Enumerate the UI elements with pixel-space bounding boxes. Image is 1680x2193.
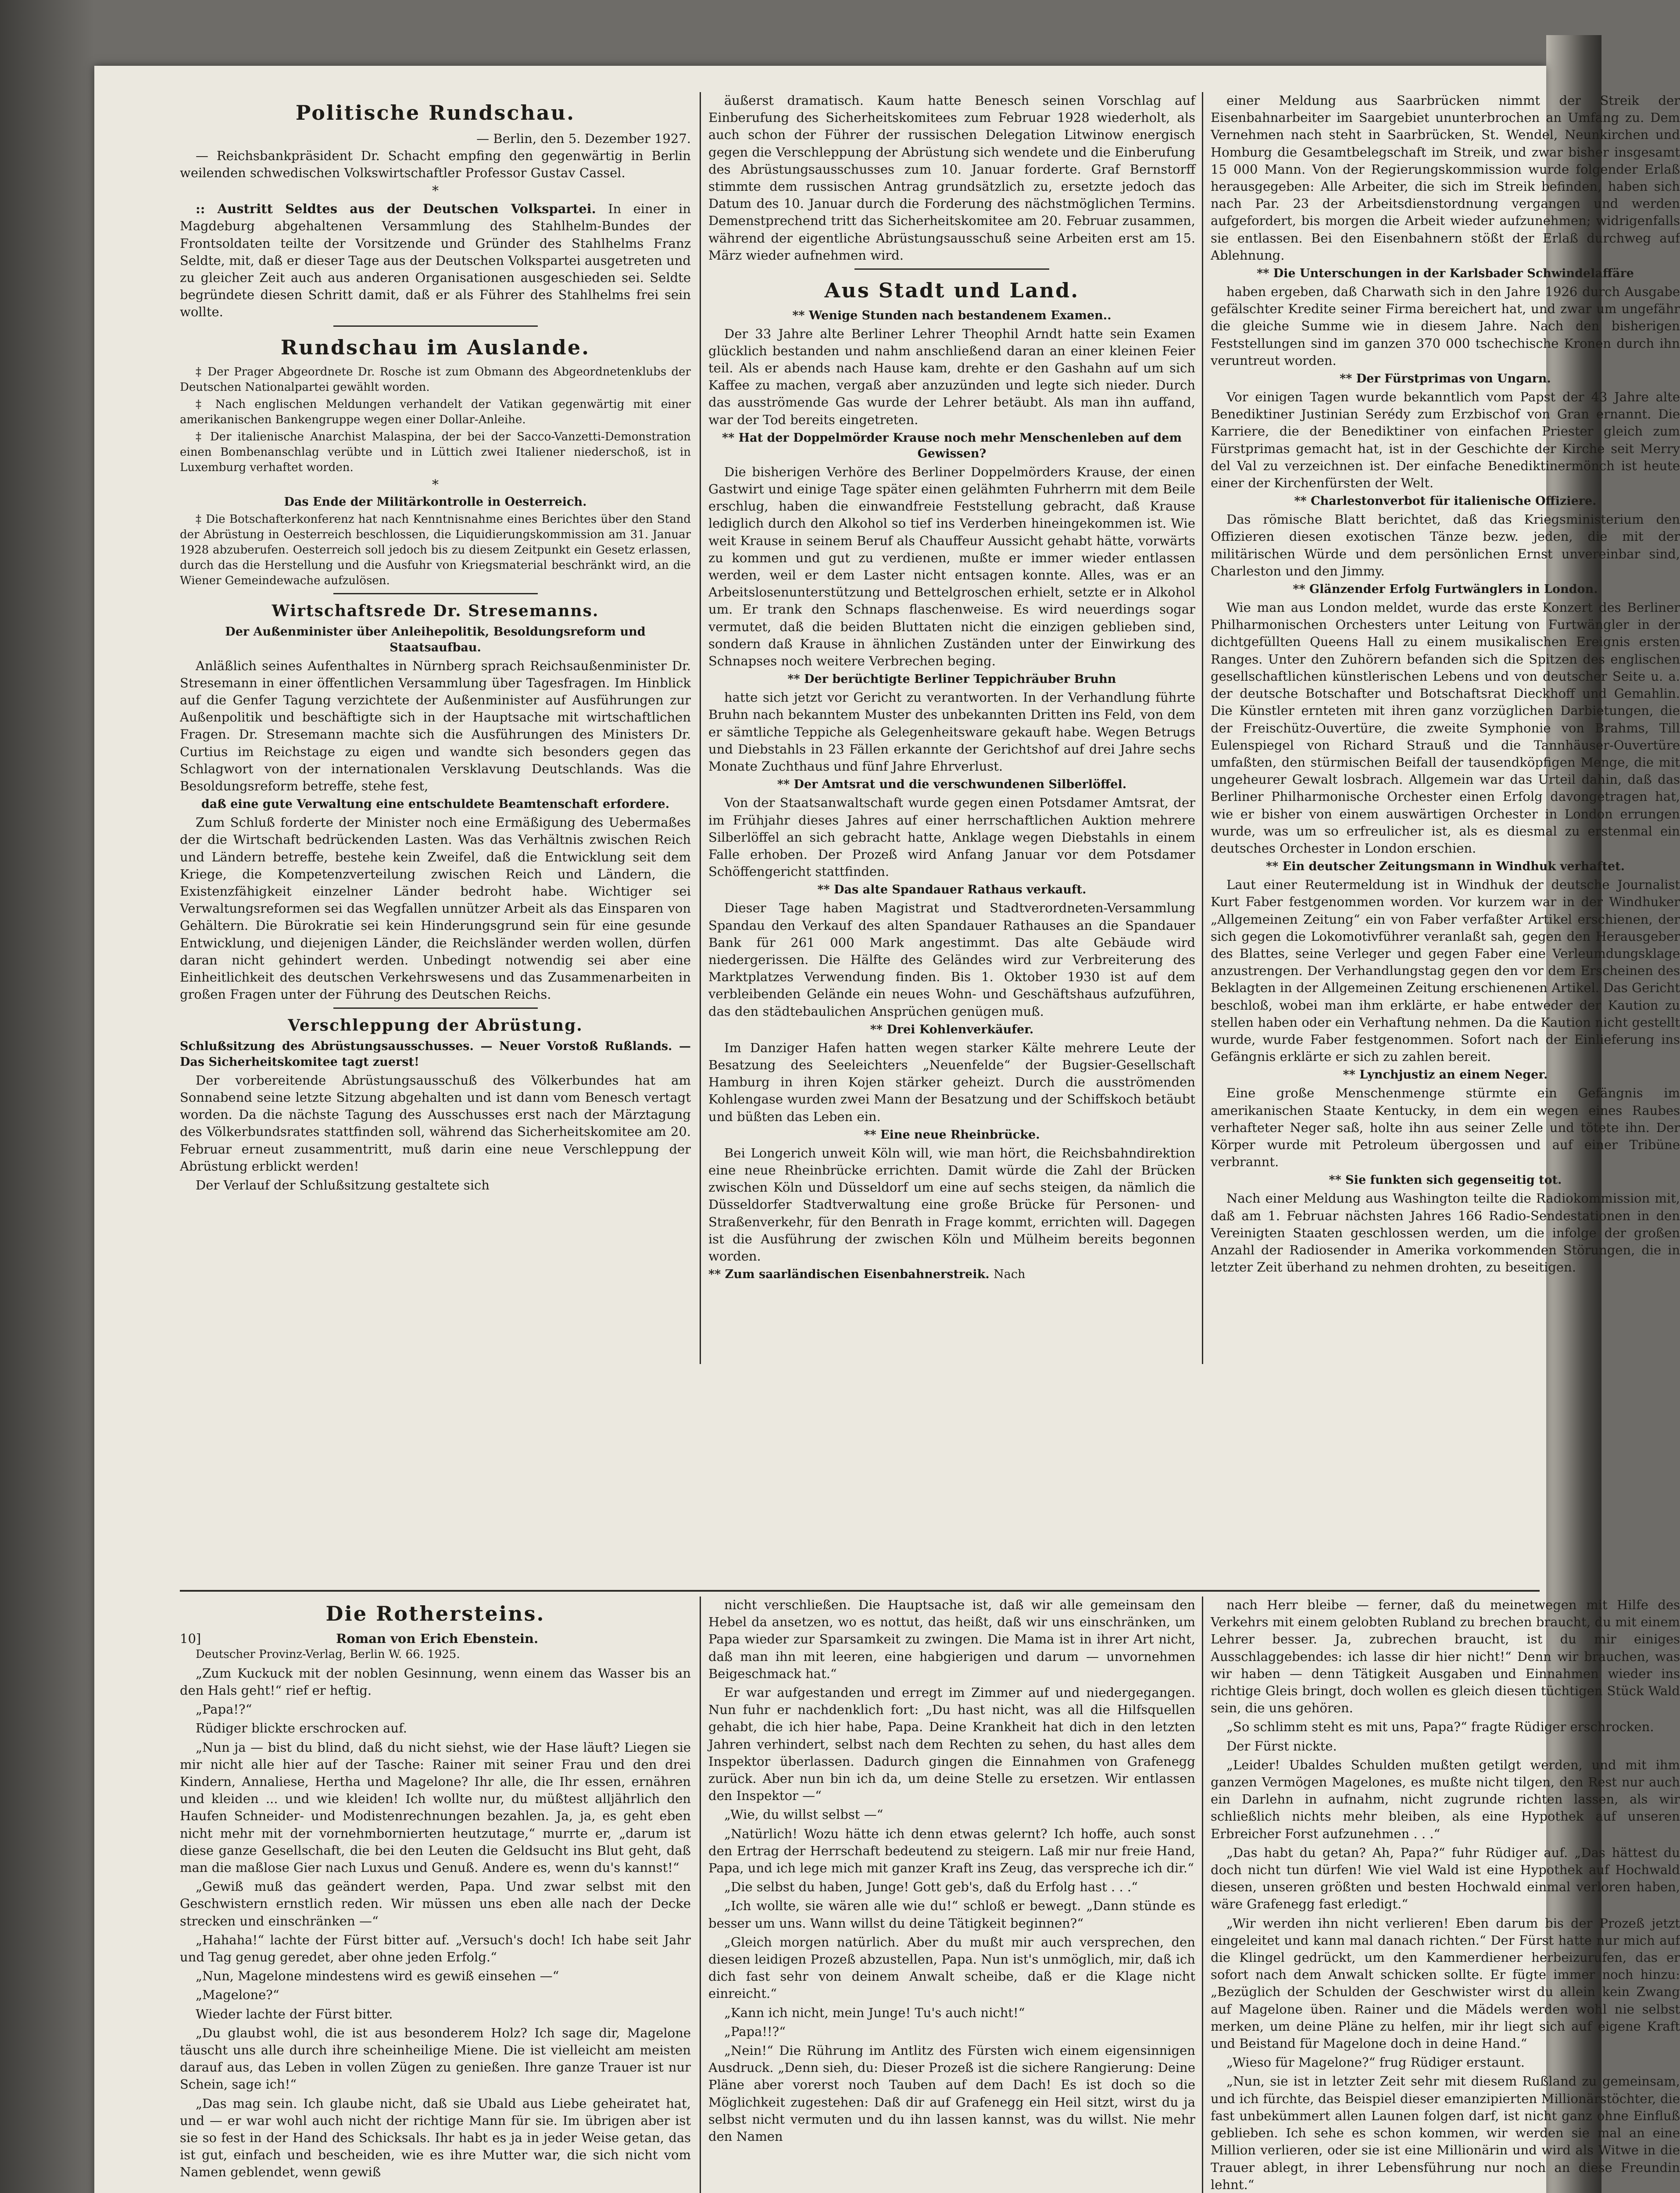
serial-text-block: [180, 1665, 691, 2181]
column-rule: [1202, 92, 1203, 1364]
article-paragraph: — Reichsbankpräsident Dr. Schacht empfing den gegenwärtig in Berlin weilenden schwedischen Volkswirtschaftler Professor Gustav Cassel.: [180, 148, 691, 180]
serial-column-2: [708, 1597, 1195, 2193]
article-paragraph: ‡ Nach englischen Meldungen verhandelt der Vatikan gegenwärtig mit einer amerikanischen Bankengruppe wegen einer Dollar-Anleihe.: [180, 398, 691, 427]
serial-paragraph: „Natürlich! Wozu hätte ich denn etwas gelernt? Ich hoffe, auch sonst den Ertrag der Herrschaft bedeutend zu steigern. Laß mir nur freie Hand, Papa, und ich lege mich mit ganzer Kraft ins Zeug, das verspreche ich dir.“: [708, 1826, 1195, 1876]
article-paragraph: ‡ Der Prager Abgeordnete Dr. Rosche ist zum Obmann des Abgeordnetenklubs der Deutschen Nationalpartei gewählt worden.: [180, 365, 691, 394]
article-paragraph: ‡ Der italienische Anarchist Malaspina, der bei der Sacco-Vanzetti-Demonstration einen Bombenanschlag verübte und in Lüttich zwei Italiener niederschoß, ist in Luxemburg verhaftet worden.: [180, 430, 691, 475]
stadt-land-title: Aus Stadt und Land.: [824, 279, 1079, 303]
newspaper-page: [94, 66, 1680, 2193]
serial-paragraph: „Ich wollte, sie wären alle wie du!“ schloß er bewegt. „Dann stünde es besser um uns. Wann willst du deine Tätigkeit beginnen?“: [708, 1898, 1195, 1931]
section-divider: [333, 325, 538, 327]
article-paragraph: Die bisherigen Verhöre des Berliner Doppelmörders Krause, der einen Gastwirt und einige Tage später einen gelähmten Fuhrherrn mit dem Beile erschlug, haben die einwandfreie Feststellung gebracht, daß Krause lediglich durch den Alkohol so tief ins Verderben hineingekommen ist. Wie weit Krause in seinem Beruf als Chauffeur Aussicht gehabt hätte, vorwärts zu kommen und gut zu verdienen, mußte er immer wieder entlassen werden, weil er dem Laster nicht entsagen konnte. Alles, was er an Arbeitslosenunterstützung und Bettelgroschen erhielt, setzte er in Alkohol um. Er trank den Schnaps flaschenweise. Es wird neuerdings sogar vermutet, daß die beiden Bluttaten nicht die einzigen geblieben sind, sondern daß Krause in ähnlichen Zuständen unter der Einwirkung des Schnapses noch weitere Verbrechen beging.: [708, 464, 1195, 669]
article-subhead: ** Der berüchtigte Berliner Teppichräuber Bruhn: [787, 672, 1116, 686]
serial-text-block: [1211, 1597, 1680, 2193]
article-subhead: ** Ein deutscher Zeitungsmann in Windhuk verhaftet.: [1265, 860, 1625, 874]
serial-paragraph: „Magelone?“: [196, 1987, 279, 2003]
scan-left-background: [0, 0, 94, 2193]
serial-paragraph: „Leider! Ubaldes Schulden mußten getilgt werden, und mit ihm ganzen Vermögen Magelones, es mußte nicht tilgen, den Rest nur auch ein Darlehn in aufnahm, nicht zugrunde richten lassen, als wir schließlich nichts mehr bleiben, als eine Hypothek auf unseren Erbreicher Forst aufzunehmen . . .“: [1211, 1757, 1680, 1841]
column-rule: [1202, 1597, 1203, 2193]
serial-column-3: [1211, 1597, 1680, 2193]
article-paragraph: Im Danziger Hafen hatten wegen starker Kälte mehrere Leute der Besatzung des Seeleichters „Neuenfelde“ der Bugsier-Gesellschaft Hamburg in ihren Kojen stärker geheizt. Durch die ausströmenden Kohlengase wurden zwei Mann der Besatzung und der Schiffskoch betäubt und büßten das Leben ein.: [708, 1040, 1195, 1124]
serial-paragraph: „Die selbst du haben, Junge! Gott geb's, daß du Erfolg hast . . .“: [724, 1879, 1138, 1895]
serial-paragraph: „Das habt du getan? Ah, Papa?“ fuhr Rüdiger auf. „Das hättest du doch nicht tun dürfen! Wie viel Wald ist eine Hypothek auf Hochwald diesen, unseren größten und besten Hochwald einmal verloren haben, wäre Grafenegg fast erledigt.“: [1211, 1845, 1680, 1912]
serial-paragraph: „Zum Kuckuck mit der noblen Gesinnung, wenn einem das Wasser bis an den Hals geht!“ rief er heftig.: [180, 1665, 691, 1698]
article-subhead: ** Das alte Spandauer Rathaus verkauft.: [817, 883, 1087, 897]
serial-paragraph: Rüdiger blickte erschrocken auf.: [196, 1721, 407, 1736]
article-paragraph: [180, 200, 691, 321]
serial-paragraph: „Kann ich nicht, mein Junge! Tu's auch nicht!“: [724, 2005, 1025, 2020]
serial-byline: Roman von Erich Ebenstein.: [336, 1631, 539, 1646]
article-subhead: ** Drei Kohlenverkäufer.: [870, 1022, 1034, 1036]
article-subhead: ** Eine neue Rheinbrücke.: [864, 1128, 1040, 1142]
serial-column-1: [180, 1597, 691, 2193]
article-paragraph: Der Verlauf der Schlußsitzung gestaltete sich: [196, 1178, 490, 1193]
serial-paragraph: „Hahaha!“ lachte der Fürst bitter auf. „Versuch's doch! Ich habe seit Jahr und Tag genug geredet, aber ohne jeden Erfolg.“: [180, 1932, 691, 1965]
serial-paragraph: „Nun, Magelone mindestens wird es gewiß einsehen —“: [196, 1968, 559, 1984]
article-subhead: Das Ende der Militärkontrolle in Oesterreich.: [284, 495, 587, 509]
section-divider: [333, 593, 538, 594]
article-subhead: ** Der Fürstprimas von Ungarn.: [1340, 372, 1551, 386]
serial-number: 10]: [180, 1631, 201, 1646]
article-paragraph: Das römische Blatt berichtet, daß das Kriegsministerium den Offizieren diesen exotischen Tänze bezw. jeden, die mit der militärischen Würde und dem persönlichen Ernst unvereinbar sind, Charleston und den Jimmy.: [1211, 512, 1680, 579]
serial-title: Die Rothersteins.: [325, 1602, 545, 1625]
article-paragraph: einer Meldung aus Saarbrücken nimmt der Streik der Eisenbahnarbeiter im Saargebiet ununterbrochen an Umfang zu. Dem Vernehmen nach steht in Saarbrücken, St. Wendel, Neunkirchen und Homburg die Gesamtbelegschaft im Streik, und zwar bisher insgesamt 15 000 Mann. Von der Regierungskommission wurde folgender Erlaß herausgegeben: Alle Arbeiter, die sich im Streik befinden, haben sich nach Par. 23 der Arbeitsdienstordnung vergangen und werden aufgefordert, bis morgen die Arbeit wieder aufzunehmen; widrigenfalls sie entlassen. Bei den Eisenbahnern stößt der Erlaß durchweg auf Ablehnung.: [1211, 93, 1680, 263]
column-rule: [700, 1597, 701, 2193]
article-subhead: Schlußsitzung des Abrüstungsausschusses. — Neuer Vorstoß Rußlands. — Das Sicherheitskomitee tagt zuerst!: [180, 1039, 691, 1069]
section-divider: [333, 1007, 538, 1009]
article-subhead: [708, 1267, 1195, 1282]
serial-header: [180, 1631, 691, 1646]
subhead-text: ** Zum saarländischen Eisenbahnerstreik.: [708, 1268, 990, 1282]
article-paragraph: äußerst dramatisch. Kaum hatte Benesch seinen Vorschlag auf Einberufung des Sicherheitskomitees zum Februar 1928 wiederholt, als auch schon der Führer der russischen Delegation Litwinow energisch gegen die Verschleppung der Abrüstung sich wendete und die Einberufung des Abrüstungsausschusses zum 10. Januar forderte. Graf Bernstorff stimmte dem russischen Antrag grundsätzlich zu, ersetzte jedoch das Datum des 10. Januar durch die Forderung des nächstmöglichen Termins. Demenstprechend tritt das Sicherheitskomitee am 20. Februar zusammen, während der eigentliche Abrüstungsausschuß seine Arbeiten erst am 15. März wieder aufnehmen wird.: [708, 93, 1196, 263]
serial-paragraph: „Nun ja — bist du blind, daß du nicht siehst, wie der Hase läuft? Liegen sie mir nicht alle hier auf der Tasche: Rainer mit seiner Frau und den drei Kindern, Annaliese, Hertha und Magelone? Ihr alle, die Ihr essen, ernähren und kleiden ... und wie kleiden! Ich wollte nur, du müßtest alljährlich den Haufen Schneider- und Modistenrechnungen bezahlen. Ja, ja, es geht eben nicht mehr mit der vornehmbornierten heutzutage,“ murrte er, „darum ist diese ganze Gesellschaft, die bei den Leuten die Geldsucht ins Blut geht, daß man die maßlose Gier nach Luxus und Genuß. Andere es, wenn du's kannst!“: [180, 1739, 691, 1875]
serial-paragraph: Der Fürst nickte.: [1226, 1738, 1337, 1754]
article-paragraph: Nach einer Meldung aus Washington teilte die Radiokommission mit, daß am 1. Februar nächsten Jahres 166 Radio-Sendestationen in den Vereinigten Staaten geschlossen werden, um die infolge der großen Anzahl der Radiosender in Amerika vorkommenden Störungen, die in letzter Zeit überhand zu nehmen drohten, zu beseitigen.: [1211, 1191, 1680, 1275]
abruestung-title: Verschleppung der Abrüstung.: [288, 1016, 583, 1035]
article-paragraph: Der 33 Jahre alte Berliner Lehrer Theophil Arndt hatte sein Examen glücklich bestanden und nahm anschließend daran an einer kleinen Feier teil. Als er abends nach Hause kam, drehte er den Gashahn auf um sich Kaffee zu machen, vergaß aber anzuzünden und legte sich nieder. Durch das ausströmende Gas wurde der Lehrer betäubt. Als man ihn auffand, war der Tod bereits eingetreten.: [708, 326, 1195, 427]
article-subhead: ** Glänzender Erfolg Furtwänglers in London.: [1293, 582, 1598, 596]
politische-rundschau-title: Politische Rundschau.: [295, 101, 575, 125]
article-paragraph: Laut einer Reutermeldung ist in Windhuk der deutsche Journalist Kurt Faber festgenommen worden. Vor kurzem war in der Windhuker „Allgemeinen Zeitung“ ein von Faber verfaßter Artikel erschienen, der sich gegen die Lokomotivführer veranlaßt sah, gegen den Herausgeber des Blattes, seine Verleger und gegen Faber eine Verleumdungsklage anzustrengen. Der Verhandlungstag gegen den vor dem Erscheinen des Beklagten in der Allgemeinen Zeitung erschienenen Artikel. Das Gericht beschloß, wobei man ihm erklärte, er habe entweder der Kaution zu stellen haben oder ein Verhaftung nehmen. Da die Kaution nicht gestellt wurde, wurde Faber festgenommen. Sofort nach der Einlieferung ins Gefängnis erklärte er sich zu zahlen bereit.: [1211, 877, 1680, 1064]
article-subhead: ** Charlestonverbot für italienische Offiziere.: [1294, 494, 1597, 508]
column-rule: [700, 92, 701, 1364]
serial-separator-rule: [180, 1590, 1540, 1592]
subhead-tail: Nach: [994, 1268, 1026, 1282]
dateline: — Berlin, den 5. Dezember 1927.: [476, 131, 691, 146]
article-subhead: ** Lynchjustiz an einem Neger.: [1343, 1068, 1548, 1082]
article-paragraph: haben ergeben, daß Charwath sich in den Jahre 1926 durch Ausgabe gefälschter Kredite seiner Firma bereichert hat, und zwar um ungefähr die gleiche Summe wie in diesem Jahre. Nach den bisherigen Feststellungen sind im ganzen 370 000 tschechische Kronen durch ihn veruntreut worden.: [1211, 284, 1680, 368]
article-paragraph: hatte sich jetzt vor Gericht zu verantworten. In der Verhandlung führte Bruhn nach bekanntem Muster des unbekannten Dritten ins Feld, von dem er sämtliche Teppiche als Gelegenheitsware gekauft habe. Wegen Betrugs und Diebstahls in 23 Fällen erkannte der Gerichtshof auf drei Jahre sechs Monate Zuchthaus und fünf Jahre Ehrverlust.: [708, 690, 1195, 774]
article-paragraph: Vor einigen Tagen wurde bekanntlich vom Papst der 43 Jahre alte Benediktiner Justinian Serédy zum Erzbischof von Gran ernannt. Die Karriere, die der Benediktiner von einfachen Priester gleich zum Fürstprimas gemacht hat, ist in der Geschichte der Kirche seit Merry del Val zu verzeichnen ist. Der einfache Benediktinermönch ist heute einer der Kirchenfürsten der Welt.: [1211, 389, 1680, 491]
serial-paragraph: nicht verschließen. Die Hauptsache ist, daß wir alle gemeinsam den Hebel da ansetzen, wo es nottut, das heißt, daß wir uns einschränken, um Papa wieder zur Sparsamkeit zu zwingen. Die Mama ist in ihrer Art nicht, daß man ihn mit leeren, eine habgierigen und darum — unvornehmen Beigeschmack hat.“: [708, 1597, 1195, 1681]
article-paragraph: Von der Staatsanwaltschaft wurde gegen einen Potsdamer Amtsrat, der im Frühjahr dieses Jahres auf einer herrschaftlichen Auktion mehrere Silberlöffel an sich gebracht hatte, Anklage wegen Diebstahls in einem Falle erhoben. Der Prozeß wird Anfang Januar vor dem Potsdamer Schöffengericht stattfinden.: [708, 795, 1195, 879]
article-subhead: ** Wenige Stunden nach bestandenem Examen..: [792, 308, 1112, 322]
article-paragraph: Der vorbereitende Abrüstungsausschuß des Völkerbundes hat am Sonnabend seine letzte Sitzung abgehalten und ist dann vom Benesch vertagt worden. Da die nächste Tagung des Ausschusses erst nach der Märztagung des Völkerbundsrates stattfinden soll, während das Sicherheitskomitee am 20. Februar erneut zusammentritt, muß darin eine neue Verschleppung der Abrüstung erblickt werden!: [180, 1072, 691, 1174]
article-bold-line: daß eine gute Verwaltung eine entschuldete Beamtenschaft erfordere.: [201, 797, 670, 811]
article-paragraph: Dieser Tage haben Magistrat und Stadtverordneten-Versammlung Spandau den Verkauf des alten Spandauer Rathauses an die Spandauer Bank für 261 000 Mark angestimmt. Das alte Gebäude wird niedergerissen. Die Hälfte des Geländes wird zur Verbreiterung des Marktplatzes Verwendung finden. Bis 1. Oktober 1930 ist auf dem verbleibenden Gelände ein neues Wohn- und Geschäftshaus aufzuführen, das den städtebaulichen Ansprüchen genügen muß.: [708, 900, 1195, 1019]
serial-paragraph: „Papa!?“: [196, 1702, 252, 1717]
serial-paragraph: „Wieso für Magelone?“ frug Rüdiger erstaunt.: [1226, 2055, 1525, 2070]
rundschau-ausland-title: Rundschau im Auslande.: [280, 335, 590, 359]
article-subhead: ** Hat der Doppelmörder Krause noch mehr Menschenleben auf dem Gewissen?: [722, 431, 1182, 461]
serial-paragraph: nach Herr bleibe — ferner, daß du meinetwegen mit Hilfe des Verkehrs mit einem gelobten Rubland zu brechen braucht, du mit einem Lehrer besser. Ja, zubrechen braucht, ist du mir einiges Ausschlaggebendes: ich lasse dir hier nicht!“ Denn wir brauchen, was wir haben — denn Tätigkeit Ausgaben und Einnahmen wieder ins richtige Gleis bringt, doch wollen es gleich diesen tüchtigen Stück Wald sein, die uns gehören.: [1211, 1597, 1680, 1716]
section-divider: [854, 268, 1049, 270]
serial-paragraph: „Gleich morgen natürlich. Aber du mußt mir auch versprechen, den diesen leidigen Prozeß abzustellen, Papa. Nun ist's unmöglich, mir, daß ich dich fast sehr von deinem Anwalt scheibe, daß er die Klage nicht einreicht.“: [708, 1934, 1195, 2001]
column-1: [180, 92, 691, 1386]
serial-text-block: [708, 1597, 1195, 2145]
serial-paragraph: Wieder lachte der Fürst bitter.: [196, 2006, 393, 2022]
serial-copyright: Deutscher Provinz-Verlag, Berlin W. 66. 1925.: [196, 1647, 460, 1661]
serial-paragraph: Er war aufgestanden und erregt im Zimmer auf und niedergegangen. Nun fuhr er nachdenklich fort: „Du hast nicht, was all die Hilfsquellen gehabt, die ich hier habe, Papa. Deine Krankheit hat dich in den letzten Jahren verhindert, selbst nach dem Rechten zu sehen, du hast alles dem Inspektor überlassen. Dadurch gingen die Einnahmen von Grafenegg zurück. Aber nun bin ich da, um deine Stelle zu ersetzen. Wir entlassen den Inspektor —“: [708, 1685, 1195, 1804]
serial-paragraph: „Wir werden ihn nicht verlieren! Eben darum bis der Prozeß jetzt eingeleitet und kann mal danach richten.“ Der Fürst hatte nur mich auf die Klingel gedrückt, um den Kammerdiener herbeizurufen, das er sofort nach dem Anwalt schicken sollte. Er fügte immer noch hinzu: „Bezüglich der Schulden der Geschwister wirst du allein kein Zwang auf Magelone üben. Rainer und die Mädels werden wohl nie selbst merken, um deine Pläne zu helfen, mir ihr liegt sich auf eigene Kraft und Beistand für Magelone doch in deine Hand.“: [1211, 1915, 1680, 2051]
article-lead: :: Austritt Seldtes aus der Deutschen Volkspartei.: [196, 201, 596, 217]
separator-star: *: [432, 477, 439, 493]
serial-paragraph: „So schlimm steht es mit uns, Papa?“ fragte Rüdiger erschrocken.: [1226, 1719, 1654, 1735]
article-subhead: ** Die Unterschungen in der Karlsbader Schwindelaffäre: [1257, 267, 1634, 281]
article-text: In einer in Magdeburg abgehaltenen Versammlung des Stahlhelm-Bundes der Frontsoldaten teilte der Vorsitzende und Gründer des Stahlhelms Franz Seldte, mit, daß er dieser Tage aus der Deutschen Volkspartei ausgetreten und zu gleicher Zeit auch aus anderen Organisationen ausgeschieden sei. Seldte begründete diesen Schritt damit, daß er als Führer des Stahlhelms frei sein wollte.: [180, 201, 691, 320]
article-paragraph: Eine große Menschenmenge stürmte ein Gefängnis im amerikanischen Staate Kentucky, in dem ein wegen eines Raubes verhafteter Neger saß, holte ihn aus seiner Zelle und tötete ihn. Der Körper wurde mit Petroleum übergossen und auf einer Tribüne verbrannt.: [1211, 1086, 1680, 1170]
serial-paragraph: „Du glaubst wohl, die ist aus besonderem Holz? Ich sage dir, Magelone täuscht uns alle durch ihre scheinheilige Miene. Die ist vielleicht am meisten darauf aus, das Leben in vollen Zügen zu genießen. Ihre ganze Trauer ist nur Schein, sage ich!“: [180, 2025, 691, 2092]
article-paragraph: Zum Schluß forderte der Minister noch eine Ermäßigung des Uebermaßes der die Wirtschaft bedrückenden Lasten. Was das Verhältnis zwischen Reich und Ländern betreffe, bestehe kein Zweifel, daß die Entwicklung seit dem Kriege, die Kompetenzverteilung zwischen Reich und Ländern, die Existenzfähigkeit einzelner Länder bedroht habe. Wichtiger sei Verwaltungsreformen sei das Wegfallen unnützer Arbeit als das Einsparen von Gehältern. Die Bürokratie sei kein Hinderungsgrund sein für eine gesunde Entwicklung, und diejenigen Länder, die Reichsländer werden wollen, dürfen daran nicht gehindert werden. Unbedingt notwendig sei aber eine Einheitlichkeit des deutschen Verkehrswesens und das Zusammenarbeiten in großen Fragen unter der Führung des Deutschen Reichs.: [180, 815, 691, 1002]
serial-paragraph: „Wie, du willst selbst —“: [724, 1807, 883, 1822]
article-paragraph: Anläßlich seines Aufenthaltes in Nürnberg sprach Reichsaußenminister Dr. Stresemann in einer öffentlichen Versammlung über Tagesfragen. Im Hinblick auf die Genfer Tagung verzichtete der Außenminister auf Ausführungen zur Außenpolitik und beschäftigte sich in der Hauptsache mit wirtschaftlichen Fragen. Dr. Stresemann machte sich die Ausführungen des Ministers Dr. Curtius im Reichstage zu eigen und wandte sich besonders gegen das Schlagwort von der internationalen Versklavung Deutschlands. Was die Besoldungsreform betreffe, stehe fest,: [180, 658, 691, 794]
article-subhead: Der Außenminister über Anleihepolitik, Besoldungsreform und Staatsaufbau.: [225, 625, 646, 654]
stresemann-title: Wirtschaftsrede Dr. Stresemanns.: [272, 602, 599, 621]
article-subhead: ** Sie funkten sich gegenseitig tot.: [1329, 1173, 1562, 1187]
serial-paragraph: „Das mag sein. Ich glaube nicht, daß sie Ubald aus Liebe geheiratet hat, und — er war wohl auch nicht der richtige Mann für sie. Im übrigen aber ist sie so fest in der Hand des Schicksals. Ihr habt es ja in jeder Weise getan, das ist gut, einfach und bescheiden, wie es ihre Mutter war, die sich nicht vom Namen geblendet, wenn gewiß: [180, 2096, 691, 2180]
serial-paragraph: „Nun, sie ist in letzter Zeit sehr mit diesem Rußland zu gemeinsam, und ich fürchte, das Beispiel dieser emanzipierten Millionärstöchter, die fast unbekümmert allen Launen folgen darf, ist nicht ganz ohne Einfluß geblieben. Ich sehe es schon kommen, wir werden sie mal an eine Million verlieren, oder sie ist eine Millionärin und wird als Witwe in die Trauer ablegt, in ihrer Lebensführung nur noch an diese Freundin lehnt.“: [1211, 2074, 1680, 2192]
column-2: [708, 92, 1195, 1386]
serial-paragraph: „Gewiß muß das geändert werden, Papa. Und zwar selbst mit den Geschwistern ernstlich reden. Wir müssen uns eben alle nach der Decke strecken und einschränken —“: [180, 1879, 691, 1929]
serial-paragraph: „Nein!“ Die Rührung im Antlitz des Fürsten wich einem eigensinnigen Ausdruck. „Denn sieh, du: Dieser Prozeß ist die sichere Rangierung: Deine Pläne aber vorerst noch Tauben auf dem Dach! Es ist doch so die Möglichkeit zugestehen: Daß dir auf Grafenegg ein Heil sitzt, wirst du ja selbst nicht vermuten und du ihn lassen kannst, was du willst. Nie mehr den Namen: [708, 2043, 1195, 2144]
separator-star: *: [432, 183, 439, 199]
serial-paragraph: „Papa!!?“: [724, 2024, 786, 2039]
article-subhead: ** Der Amtsrat und die verschwundenen Silberlöffel.: [777, 778, 1127, 792]
article-paragraph: Wie man aus London meldet, wurde das erste Konzert des Berliner Philharmonischen Orchesters unter Leitung von Furtwängler in der dichtgefüllten Queens Hall zu einem musikalischen Ereignis ersten Ranges. Unter den Zuhörern befanden sich die Spitzen des englischen gesellschaftlichen künstlerischen Lebens und von deutscher Seite u. a. der deutsche Botschafter und Botschaftsrat Dieckhoff und Gemahlin. Die Künstler ernteten mit ihren ganz vorzüglichen Darbietungen, die der Freischütz-Ouvertüre, die zweite Symphonie von Brahms, Till Eulenspiegel von Richard Strauß und die Tannhäuser-Ouvertüre umfaßten, den stürmischen Beifall der tausendköpfigen Menge, die mit ungeheurer Gewalt losbrach. Allgemein war das Urteil dahin, daß das Berliner Philharmonische Orchester einen Erfolg davongetragen hat, wie er bisher von einem auswärtigen Orchester in London errungen wurde, was um so erfreulicher ist, als es diesmal zu erstenmal ein deutsches Orchester in London erschien.: [1211, 600, 1680, 856]
column-3: [1211, 92, 1680, 1386]
article-paragraph: Bei Longerich unweit Köln will, wie man hört, die Reichsbahndirektion eine neue Rheinbrücke errichten. Damit würde die Zahl der Brücken zwischen Köln und Düsseldorf um eine auf sechs steigen, da nämlich die Düsseldorfer Stadtverwaltung eine große Brücke für Personen- und Straßenverkehr, für den Benrath in Frage kommt, errichten will. Dagegen ist die Ausführung der zwischen Köln und Mülheim bereits begonnen worden.: [708, 1145, 1195, 1264]
article-paragraph: ‡ Die Botschafterkonferenz hat nach Kenntnisnahme eines Berichtes über den Stand der Abrüstung in Oesterreich beschlossen, die Liquidierungskommission am 31. Januar 1928 abzuberufen. Oesterreich soll jedoch bis zu diesem Zeitpunkt ein Gesetz erlassen, durch das die Herstellung und die Ausfuhr von Kriegsmaterial beschränkt wird, an die Wiener Gemeindewache aufzulösen.: [180, 513, 691, 588]
